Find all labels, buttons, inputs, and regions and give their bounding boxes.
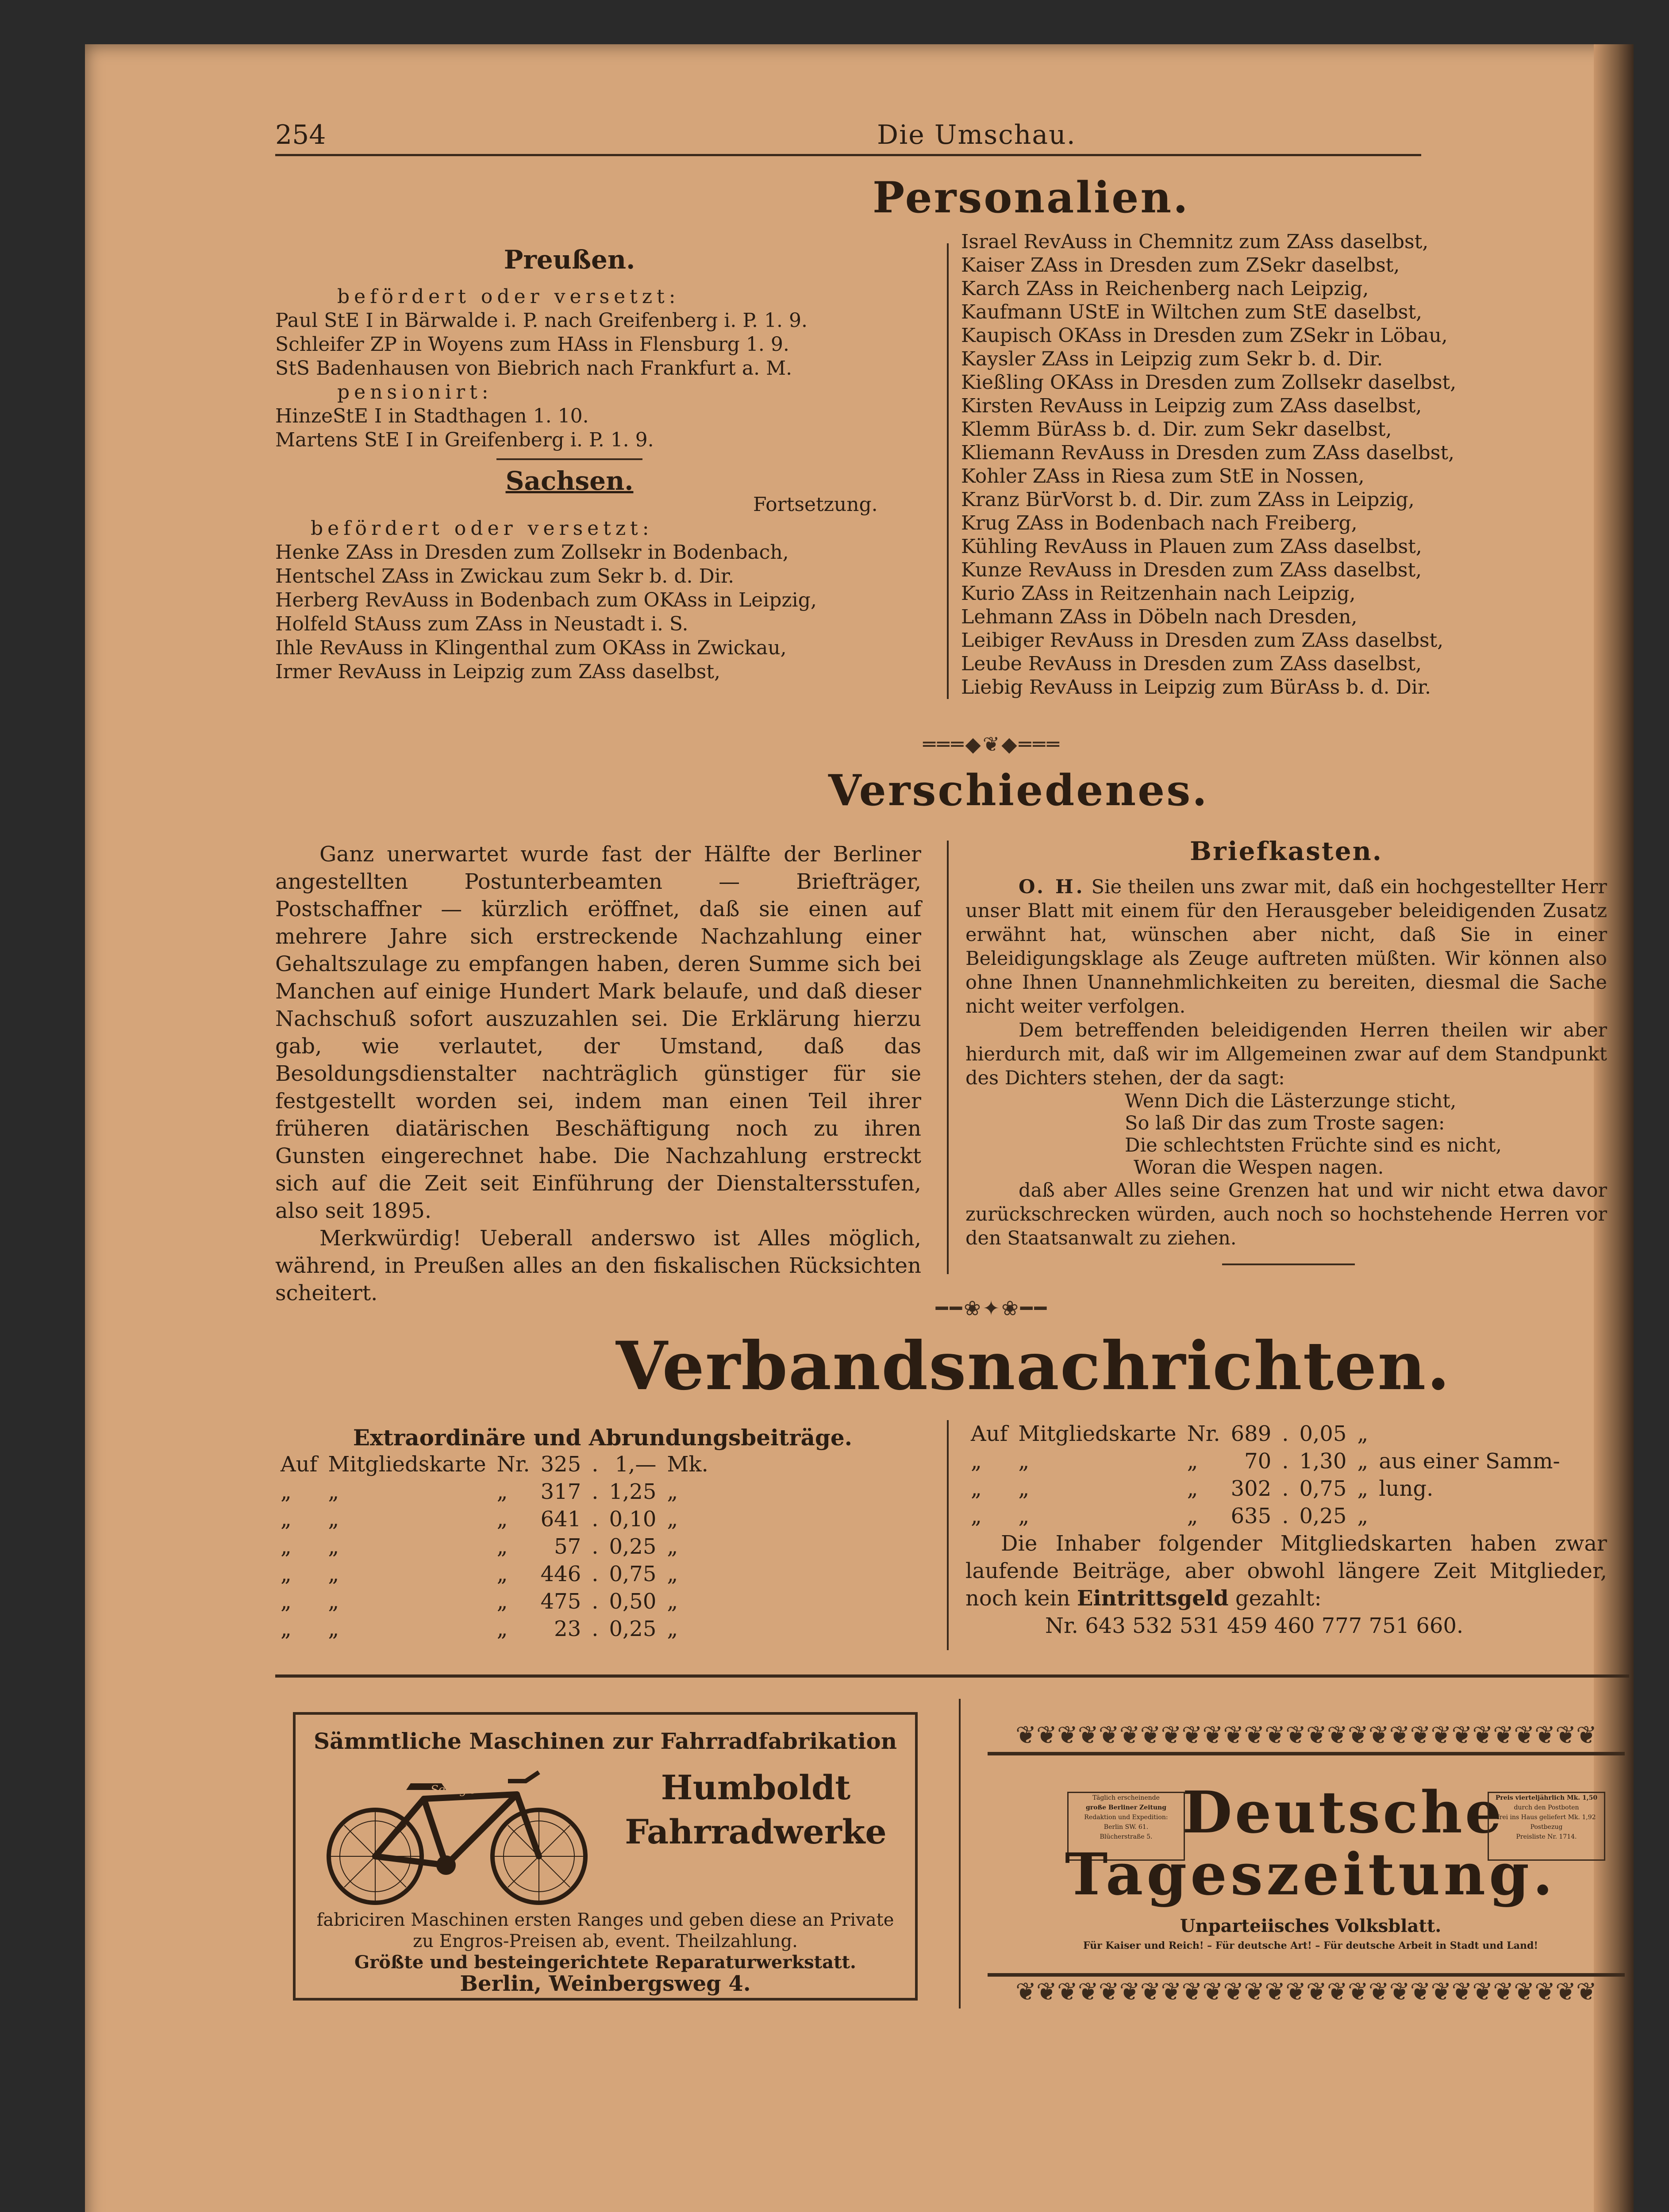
personalien-line: Kühling RevAuss in Plauen zum ZAss daselbst,	[961, 535, 1422, 558]
personalien-line: Kaufmann UStE in Wiltchen zum StE daselbst,	[961, 301, 1423, 323]
personalien-line: Klemm BürAss b. d. Dir. zum Sekr daselbst,	[961, 418, 1392, 441]
fee-left-cell: „	[328, 1562, 339, 1586]
info-line: frei ins Haus geliefert Mk. 1,92	[1497, 1814, 1596, 1821]
personalien-line: Krug ZAss in Bodenbach nach Freiberg,	[961, 512, 1358, 534]
preussen-line: Schleifer ZP in Woyens zum HAss in Flensburg 1. 9.	[275, 333, 789, 356]
fee-right-cell: 0,25	[1299, 1504, 1347, 1528]
fee-left-cell: 475	[540, 1589, 581, 1614]
personalien-line: Kohler ZAss in Riesa zum StE in Nossen,	[961, 465, 1365, 488]
fee-left-cell: Nr.	[496, 1452, 530, 1477]
personalien-line: Lehmann ZAss in Döbeln nach Dresden,	[961, 606, 1358, 628]
verband-title: Verbandsnachrichten.	[616, 1327, 1451, 1405]
briefkasten-section	[965, 836, 1607, 1265]
verband-left-column	[275, 1425, 930, 1643]
fee-right-cell: 0,75	[1299, 1476, 1347, 1501]
bicycle-illustration	[318, 1763, 601, 1905]
fee-left-cell: „	[667, 1507, 678, 1532]
sachsen-line: Henke ZAss in Dresden zum Zollsekr in Bodenbach,	[275, 541, 789, 564]
sachsen-sub1: befördert oder versetzt:	[311, 517, 654, 540]
fee-left-cell: „	[496, 1479, 508, 1504]
fee-left-cell: .	[592, 1534, 599, 1559]
fees-table-left	[275, 1451, 714, 1643]
preussen-sub2: pensionirt:	[337, 381, 493, 403]
ornament-border-top-rule	[988, 1752, 1625, 1755]
verschiedenes-paragraph: Ganz unerwartet wurde fast der Hälfte der Berliner angestellten Postunterbeamten — Briefträger, Postschaffner — kürzlich eröffnet, daß sie einen auf mehrere Jahre sich erstreckende Nachzahlung einer Gehaltszulage zu empfangen haben, deren Summe sich bei Manchen auf einige Hundert Mark belaufe, und daß dieser Nachschuß sofort auszuzahlen sei. Die Erklärung hierzu gab, wie verlautet, der Umstand, daß das Besoldungsdienstalter nachträglich günstiger für sie festgestellt worden sei, indem man einen Teil ihrer früheren diatärischen Beschäftigung noch zu ihren Gunsten eingerechnet habe. Die Nachzahlung erstreckt sich auf die Zeit seit Einführung der Dienstaltersstufen, also seit 1895.	[275, 842, 921, 1223]
fee-left-cell: „	[328, 1589, 339, 1614]
fee-left-cell: 317	[540, 1479, 581, 1504]
fee-left-cell: 23	[554, 1617, 581, 1641]
personalien-title: Personalien.	[873, 173, 1190, 223]
sachsen-line: Hentschel ZAss in Zwickau zum Sekr b. d. Dir.	[275, 565, 735, 588]
briefkasten-paragraph	[965, 875, 1607, 1018]
briefkasten-paragraph: Dem betreffenden beleidigenden Herren theilen wir aber hierdurch mit, daß wir im Allgemeinen zwar auf dem Standpunkt des Dichters stehen, der da sagt:	[965, 1019, 1607, 1089]
fee-left-cell: 1,—	[615, 1452, 657, 1477]
fee-left-cell: „	[496, 1562, 508, 1586]
fee-left-cell: „	[328, 1507, 339, 1532]
column-rule	[947, 1420, 949, 1650]
fee-right-row	[965, 1448, 1565, 1475]
sachsen-line: Holfeld StAuss zum ZAss in Neustadt i. S.	[275, 613, 688, 635]
ornament-border-bottom-rule	[988, 1973, 1625, 1977]
personalien-line: Kaysler ZAss in Leipzig zum Sekr b. d. Dir.	[961, 348, 1383, 370]
fee-left-row	[275, 1451, 714, 1478]
bicycle-ad-name1: Humboldt	[661, 1768, 851, 1807]
bicycle-ad-body	[304, 1909, 906, 1994]
preussen-heading: Preußen.	[504, 245, 635, 275]
fee-left-row	[275, 1615, 714, 1643]
fee-left-cell: .	[592, 1452, 599, 1477]
fee-left-cell: Auf	[281, 1452, 318, 1477]
info-line: Preis vierteljährlich Mk. 1,50	[1495, 1794, 1598, 1801]
fee-left-cell: „	[667, 1617, 678, 1641]
fee-left-cell: 0,50	[609, 1589, 657, 1614]
verschiedenes-title: Verschiedenes.	[828, 765, 1209, 815]
fee-right-cell: 1,30	[1299, 1449, 1347, 1474]
fee-left-cell: „	[281, 1617, 292, 1641]
fee-left-row	[275, 1588, 714, 1615]
fee-right-cell: aus einer Samm-	[1379, 1449, 1560, 1474]
fees-table-right	[965, 1420, 1565, 1530]
personalien-line: Leibiger RevAuss in Dresden zum ZAss daselbst,	[961, 629, 1444, 652]
ornament-border-bottom: ❦❦❦❦❦❦❦❦❦❦❦❦❦❦❦❦❦❦❦❦❦❦❦❦❦❦❦❦	[1015, 1978, 1597, 2006]
fee-left-cell: 0,10	[609, 1507, 657, 1532]
fee-right-cell: 635	[1231, 1504, 1272, 1528]
fee-right-cell: „	[971, 1476, 982, 1501]
personalien-line: Kranz BürVorst b. d. Dir. zum ZAss in Leipzig,	[961, 488, 1415, 511]
info-line: Blücherstraße 5.	[1100, 1833, 1153, 1840]
poem-line: Die schlechtsten Früchte sind es nicht,	[1125, 1134, 1502, 1156]
bicycle-ad-line: Größte und besteingerichtete Reparaturwerkstatt.	[354, 1952, 856, 1973]
fee-left-cell: „	[496, 1617, 508, 1641]
personalien-line: Leube RevAuss in Dresden zum ZAss daselbst,	[961, 653, 1422, 675]
bicycle-ad-line: fabriciren Maschinen ersten Ranges und geben diese an Private	[316, 1910, 894, 1930]
briefkasten-text: Sie theilen uns zwar mit, daß ein hochgestellter Herr unser Blatt mit einem für den Herausgeber beleidigenden Zusatz erwähnt hat, wünschen aber nicht, daß Sie in einer Beleidigungsklage als Zeuge auftreten müßten. Wir können also ohne Ihnen Unannehmlichkeiten zu bereiten, diesmal die Sache nicht weiter verfolgen.	[965, 876, 1607, 1018]
bicycle-ad-headline: Sämmtliche Maschinen zur Fahrradfabrikation	[313, 1728, 897, 1754]
fee-left-cell: „	[496, 1507, 508, 1532]
ornament-divider: ═══◆❦◆═══	[923, 732, 1061, 756]
personalien-line: Kunze RevAuss in Dresden zum ZAss daselbst,	[961, 559, 1422, 581]
verband-note-bold: Eintrittsgeld	[1077, 1586, 1229, 1611]
briefkasten-title: Briefkasten.	[1190, 836, 1383, 866]
fee-right-cell: 0,05	[1299, 1421, 1347, 1446]
fee-left-cell: „	[667, 1589, 678, 1614]
verschiedenes-paragraph: Merkwürdig! Ueberall anderswo ist Alles möglich, während, in Preußen alles an den fiskalischen Rücksichten scheitert.	[275, 1226, 921, 1306]
fee-right-cell: „	[1018, 1449, 1030, 1474]
poem-line: So laß Dir das zum Troste sagen:	[1125, 1112, 1445, 1134]
info-line: Redaktion und Expedition:	[1084, 1814, 1168, 1821]
column-rule	[947, 243, 949, 699]
fee-left-cell: 0,75	[609, 1562, 657, 1586]
fee-right-cell: „	[1018, 1504, 1030, 1528]
fee-right-row	[965, 1502, 1565, 1530]
briefkasten-poem	[965, 1090, 1607, 1179]
newspaper-title-1: Deutsche	[1182, 1778, 1504, 1846]
verband-subtitle: Extraordinäre und Abrundungsbeiträge.	[353, 1425, 853, 1451]
fee-left-cell: 0,25	[609, 1617, 657, 1641]
fee-right-cell: „	[1357, 1421, 1369, 1446]
bicycle-brand-text: Seelig's	[431, 1783, 476, 1797]
fee-left-cell: „	[281, 1534, 292, 1559]
fee-left-cell: „	[328, 1534, 339, 1559]
bicycle-ad-line: Berlin, Weinbergsweg 4.	[460, 1971, 751, 1996]
fee-right-cell: „	[971, 1449, 982, 1474]
sachsen-line: Irmer RevAuss in Leipzig zum ZAss daselbst,	[275, 661, 721, 683]
fee-right-cell	[1373, 1420, 1565, 1448]
personalien-line: Liebig RevAuss in Leipzig zum BürAss b. d. Dir.	[961, 676, 1431, 699]
fee-right-row	[965, 1420, 1565, 1448]
newspaper-motto: Für Kaiser und Reich! – Für deutsche Art! – Für deutsche Arbeit in Stadt und Land!	[1083, 1940, 1538, 1951]
fee-left-cell: .	[592, 1562, 599, 1586]
fee-right-cell: 302	[1231, 1476, 1272, 1501]
personalien-line: Kirsten RevAuss in Leipzig zum ZAss daselbst,	[961, 395, 1422, 417]
section-divider	[496, 458, 642, 460]
fee-left-row	[275, 1533, 714, 1560]
fee-left-cell: .	[592, 1589, 599, 1614]
fee-left-cell: Mitgliedskarte	[328, 1452, 486, 1477]
fee-right-cell: Auf	[971, 1421, 1008, 1446]
fee-left-cell: .	[592, 1507, 599, 1532]
fee-left-cell: „	[281, 1479, 292, 1504]
column-rule	[947, 841, 949, 1274]
personalien-line: Kliemann RevAuss in Dresden zum ZAss daselbst,	[961, 442, 1455, 464]
ornament-divider: ━━❀✦❀━━	[935, 1296, 1049, 1320]
section-rule	[275, 1674, 1629, 1678]
personalien-line: Kaupisch OKAss in Dresden zum ZSekr in Löbau,	[961, 324, 1448, 347]
fee-right-cell: „	[1357, 1449, 1369, 1474]
personalien-right-column	[961, 230, 1457, 699]
fee-left-cell: „	[281, 1562, 292, 1586]
verband-note-text: Die Inhaber folgender Mitgliedskarten haben zwar laufende Beiträge, aber obwohl längere Zeit Mitglieder, noch kein	[965, 1531, 1607, 1611]
fee-right-cell: .	[1282, 1421, 1289, 1446]
ornament-border-top: ❦❦❦❦❦❦❦❦❦❦❦❦❦❦❦❦❦❦❦❦❦❦❦❦❦❦❦❦	[1015, 1721, 1597, 1750]
fee-right-cell: 70	[1244, 1449, 1272, 1474]
verband-note-end: gezahlt:	[1235, 1586, 1322, 1611]
verband-right-column	[965, 1420, 1607, 1640]
fee-right-cell: „	[971, 1504, 982, 1528]
fee-right-cell: Mitgliedskarte	[1018, 1421, 1177, 1446]
verband-numbers: Nr. 643 532 531 459 460 777 751 660.	[1045, 1613, 1464, 1638]
fee-left-cell: „	[667, 1534, 678, 1559]
fee-left-cell: 641	[540, 1507, 581, 1532]
personalien-line: Kurio ZAss in Reitzenhain nach Leipzig,	[961, 582, 1356, 605]
fee-right-cell: 689	[1231, 1421, 1272, 1446]
running-title: Die Umschau.	[877, 119, 1076, 150]
fee-right-cell: „	[1187, 1476, 1198, 1501]
verband-note	[965, 1530, 1607, 1612]
sachsen-line: Herberg RevAuss in Bodenbach zum OKAss in Leipzig,	[275, 589, 817, 611]
fee-right-cell: .	[1282, 1476, 1289, 1501]
sachsen-line: Ihle RevAuss in Klingenthal zum OKAss in Zwickau,	[275, 637, 787, 659]
personalien-left-column	[275, 245, 939, 684]
fee-left-cell: 325	[540, 1452, 581, 1477]
fee-left-cell: .	[592, 1617, 599, 1641]
preussen-sub1: befördert oder versetzt:	[337, 285, 680, 308]
sachsen-heading: Sachsen.	[505, 466, 634, 496]
fee-left-cell: „	[328, 1617, 339, 1641]
preussen-line: Martens StE I in Greifenberg i. P. 1. 9.	[275, 429, 654, 451]
fee-left-cell: .	[592, 1479, 599, 1504]
briefkasten-paragraph: daß aber Alles seine Grenzen hat und wir nicht etwa davor zurückschrecken würden, auch noch so hochstehende Herren vor den Staatsanwalt zu ziehen.	[965, 1179, 1607, 1249]
info-line: durch den Postboten	[1514, 1804, 1579, 1811]
bicycle-ad-name2: Fahrradwerke	[625, 1812, 887, 1851]
fee-right-cell: „	[1187, 1449, 1198, 1474]
fee-left-cell: „	[667, 1479, 678, 1504]
fee-left-cell: „	[281, 1589, 292, 1614]
personalien-line: Kaiser ZAss in Dresden zum ZSekr daselbst,	[961, 254, 1400, 276]
page-number: 254	[275, 119, 326, 150]
fee-left-cell: Mk.	[667, 1452, 708, 1477]
sachsen-fortsetzung: Fortsetzung.	[753, 493, 878, 516]
fee-left-cell: 0,25	[609, 1534, 657, 1559]
fee-left-cell: „	[281, 1507, 292, 1532]
fee-right-cell: .	[1282, 1504, 1289, 1528]
info-line: Täglich erscheinende	[1092, 1794, 1160, 1801]
info-line: große Berliner Zeitung	[1085, 1804, 1167, 1811]
column-rule	[959, 1699, 961, 2008]
fee-right-cell: „	[1187, 1504, 1198, 1528]
header-rule	[275, 154, 1421, 156]
briefkasten-addressee: O. H.	[1019, 876, 1085, 898]
bicycle-ad-line: zu Engros-Preisen ab, event. Theilzahlung.	[413, 1931, 798, 1951]
poem-line: Woran die Wespen nagen.	[1134, 1156, 1384, 1179]
fee-right-cell: lung.	[1379, 1476, 1434, 1501]
newspaper-page	[85, 44, 1634, 2212]
preussen-line: HinzeStE I in Stadthagen 1. 10.	[275, 405, 589, 427]
fee-left-row	[275, 1560, 714, 1588]
newspaper-tagline: Unparteiisches Volksblatt.	[1180, 1916, 1442, 1936]
fee-right-cell: „	[1018, 1476, 1030, 1501]
fee-left-cell: 446	[540, 1562, 581, 1586]
fee-right-cell	[1373, 1502, 1565, 1530]
info-line: Postbezug	[1530, 1824, 1563, 1831]
fee-right-cell: „	[1357, 1504, 1369, 1528]
fee-left-row	[275, 1505, 714, 1533]
fee-right-cell: Nr.	[1187, 1421, 1220, 1446]
fee-right-cell: .	[1282, 1449, 1289, 1474]
bicycle-advertisement	[293, 1712, 918, 2001]
info-line: Berlin SW. 61.	[1104, 1824, 1149, 1831]
personalien-line: Karch ZAss in Reichenberg nach Leipzig,	[961, 277, 1369, 300]
personalien-line: Israel RevAuss in Chemnitz zum ZAss daselbst,	[961, 230, 1429, 253]
preussen-line: Paul StE I in Bärwalde i. P. nach Greifenberg i. P. 1. 9.	[275, 309, 808, 332]
fee-right-cell: „	[1357, 1476, 1369, 1501]
fee-left-cell: 57	[554, 1534, 581, 1559]
info-line: Preisliste Nr. 1714.	[1516, 1833, 1577, 1840]
fee-left-cell: 1,25	[609, 1479, 657, 1504]
personalien-line: Kießling OKAss in Dresden zum Zollsekr daselbst,	[961, 371, 1457, 394]
fee-left-cell: „	[496, 1534, 508, 1559]
fee-left-cell: „	[328, 1479, 339, 1504]
preussen-line: StS Badenhausen von Biebrich nach Frankfurt a. M.	[275, 357, 792, 380]
fee-right-row	[965, 1475, 1565, 1502]
fee-left-cell: „	[667, 1562, 678, 1586]
newspaper-title-2: Tageszeitung.	[1065, 1840, 1557, 1908]
poem-line: Wenn Dich die Lästerzunge sticht,	[1125, 1090, 1457, 1112]
fee-left-row	[275, 1478, 714, 1505]
section-divider	[1222, 1263, 1355, 1265]
fee-left-cell: „	[496, 1589, 508, 1614]
verschiedenes-article	[275, 841, 921, 1307]
